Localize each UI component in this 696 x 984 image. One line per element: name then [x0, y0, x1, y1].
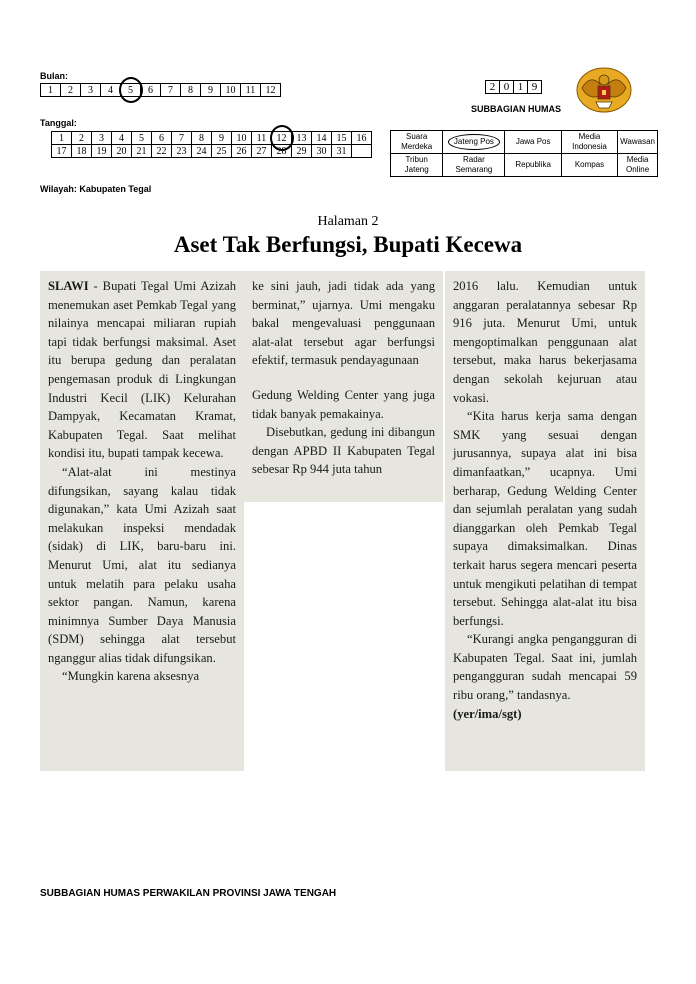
- day-cell: 23: [172, 145, 192, 158]
- paragraph: Disebutkan, gedung ini dibangun dengan APBD II Kabupaten Tegal sebesar Rp 944 juta tahun: [252, 425, 435, 477]
- day-cell: 5: [132, 132, 152, 145]
- day-cell: 9: [212, 132, 232, 145]
- bulan-label: Bulan:: [40, 71, 68, 81]
- day-cell: 15: [332, 132, 352, 145]
- month-cell: 1: [41, 84, 61, 97]
- paragraph: “Kurangi angka pengangguran di Kabupaten Tegal. Saat ini, jumlah pengangguran sudah mencapai 59 ribu orang,” tandasnya.: [453, 632, 637, 703]
- article-column-3: [445, 271, 645, 771]
- tanggal-label: Tanggal:: [40, 118, 77, 128]
- month-cell: 6: [141, 84, 161, 97]
- month-cell: 5: [121, 84, 141, 97]
- month-cell: 11: [241, 84, 261, 97]
- article-title: Aset Tak Berfungsi, Bupati Kecewa: [173, 232, 523, 257]
- day-cell: 25: [212, 145, 232, 158]
- garuda-emblem-icon: [576, 66, 632, 114]
- article-column-2: [244, 271, 443, 502]
- day-cell: 4: [112, 132, 132, 145]
- paragraph: “Kita harus kerja sama dengan SMK yang sesuai dengan jurusannya, supaya alat ini bisa dimanfaatkan,” ucapnya. Umi berharap, Gedung Welding Center dan sejumlah peralatan yang sudah dianggarkan oleh Pemkab Tegal supaya dimaksimalkan. Dinas terkait harus segera mencari peserta untuk mengikuti pelatihan di tempat tersebut. Sehingga alat-alat itu bisa berfungsi.: [453, 409, 637, 628]
- year-digit: 9: [528, 81, 542, 94]
- media-republika: Republika: [505, 154, 561, 177]
- paragraph: 2016 lalu. Kemudian untuk anggaran peralatannya sebesar Rp 916 juta. Menurut Umi, untuk mengoptimalkan penggunaan alat tersebut, maka harus bekerjasama dengan sekolah kejuruan atau vokasi.: [453, 279, 637, 405]
- month-grid: [40, 83, 281, 97]
- date-grid: [51, 131, 372, 158]
- day-cell: 26: [232, 145, 252, 158]
- paragraph: Gedung Welding Center yang juga tidak banyak pemakainya.: [252, 387, 435, 421]
- year-digit: 2: [486, 81, 500, 94]
- year-box: [485, 80, 542, 94]
- day-cell: 6: [152, 132, 172, 145]
- month-cell: 7: [161, 84, 181, 97]
- day-cell: 18: [72, 145, 92, 158]
- page-number: Halaman 2: [317, 214, 379, 229]
- paragraph: “Alat-alat ini mestinya difungsikan, sayang kalau tidak digunakan,” kata Umi Azizah saat melakukan inspeksi mendadak (sidak) di LIK, baru-baru ini. Menurut Umi, alat itu sedianya untuk melatih para pelaku usaha sektor pangan. Namun, karena minimnya Sumber Daya Manusia (SDM) sehingga alat tersebut nganggur alias tidak difungsikan.: [48, 464, 236, 665]
- media-tribun-jateng: Tribun Jateng: [391, 154, 443, 177]
- day-cell: 19: [92, 145, 112, 158]
- year-digit: 1: [514, 81, 528, 94]
- paragraph: ke sini jauh, jadi tidak ada yang berminat,” ujarnya. Umi mengaku bakal mengevaluasi penggunaan alat-alat tersebut agar berfungsi efektif, termasuk pendayagunaan: [252, 279, 435, 368]
- day-cell: 3: [92, 132, 112, 145]
- media-wawasan: Wawasan: [618, 131, 658, 154]
- media-table: [390, 130, 658, 177]
- author-code: (yer/ima/sgt): [453, 706, 522, 721]
- day-cell: 30: [312, 145, 332, 158]
- day-cell: 28: [272, 145, 292, 158]
- month-cell: 4: [101, 84, 121, 97]
- media-jawa-pos: Jawa Pos: [505, 131, 561, 154]
- paragraph: SLAWI - Bupati Tegal Umi Azizah menemukan aset Pemkab Tegal yang nilainya mencapai miliaran rupiah tapi tidak berfungsi maksimal. Aset itu berupa gedung dan peralatan pengemasan produk di Lingkungan Industri Kecil (LIK) Kelurahan Dampyak, Kecamatan Kramat, Kabupaten Tegal. Saat melihat kondisi itu, bupati tampak kecewa.: [48, 279, 236, 461]
- day-cell: 8: [192, 132, 212, 145]
- day-cell: 29: [292, 145, 312, 158]
- year-digit: 0: [500, 81, 514, 94]
- month-cell: 2: [61, 84, 81, 97]
- day-cell: 13: [292, 132, 312, 145]
- day-cell: 7: [172, 132, 192, 145]
- dateline: SLAWI: [48, 279, 89, 293]
- day-cell: 2: [72, 132, 92, 145]
- day-cell: 14: [312, 132, 332, 145]
- day-cell: 21: [132, 145, 152, 158]
- day-cell: 16: [352, 132, 372, 145]
- day-cell: 17: [52, 145, 72, 158]
- day-cell: [352, 145, 372, 158]
- footer-org: SUBBAGIAN HUMAS PERWAKILAN PROVINSI JAWA TENGAH: [40, 888, 337, 899]
- day-cell: 27: [252, 145, 272, 158]
- media-radar-semarang: Radar Semarang: [443, 154, 505, 177]
- day-cell: 10: [232, 132, 252, 145]
- day-cell: 31: [332, 145, 352, 158]
- month-cell: 10: [221, 84, 241, 97]
- media-selected-label: Jateng Pos: [448, 134, 500, 150]
- media-jateng-pos: [443, 131, 505, 154]
- org-name: SUBBAGIAN HUMAS: [471, 104, 561, 114]
- month-cell: 8: [181, 84, 201, 97]
- month-cell: 3: [81, 84, 101, 97]
- month-cell: 12: [261, 84, 281, 97]
- day-cell: 24: [192, 145, 212, 158]
- month-cell: 9: [201, 84, 221, 97]
- day-cell: 1: [52, 132, 72, 145]
- day-cell: 11: [252, 132, 272, 145]
- paragraph: “Mungkin karena aksesnya: [62, 669, 200, 684]
- day-cell: 12: [272, 132, 292, 145]
- media-kompas: Kompas: [561, 154, 617, 177]
- media-online: Media Online: [618, 154, 658, 177]
- wilayah: Wilayah: Kabupaten Tegal: [40, 184, 152, 194]
- article-column-1: [40, 271, 244, 771]
- media-media-indonesia: Media Indonesia: [561, 131, 617, 154]
- day-cell: 20: [112, 145, 132, 158]
- media-suara-merdeka: Suara Merdeka: [391, 131, 443, 154]
- day-cell: 22: [152, 145, 172, 158]
